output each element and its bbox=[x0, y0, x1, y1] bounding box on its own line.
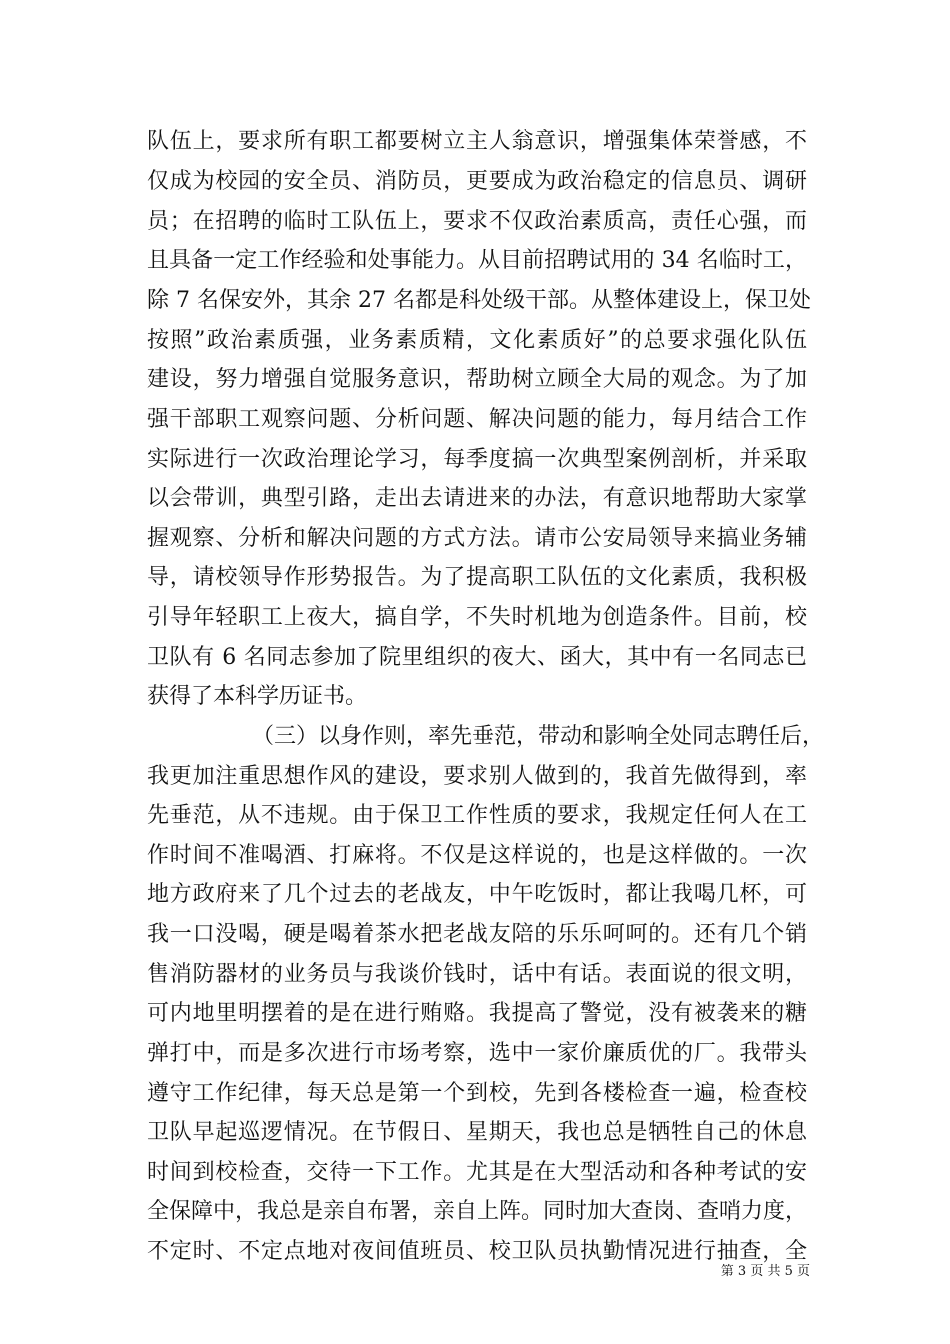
page-footer: 第 3 页 共 5 页 bbox=[720, 1264, 810, 1279]
section-heading-3: （三）以身作则，率先垂范，带动和影响全处同志聘任后， bbox=[252, 724, 825, 749]
text-line-4: 且具备一定工作经验和处事能力。从目前招聘试用的 34 名临时工， bbox=[147, 248, 807, 273]
text-line-1: 队伍上，要求所有职工都要树立主人翁意识，增强集体荣誉感，不 bbox=[147, 129, 807, 154]
text-line-21: 我一口没喝，硬是喝着茶水把老战友陪的乐乐呵呵的。还有几个销 bbox=[147, 922, 807, 947]
text-line-7: 建设，努力增强自觉服务意识，帮助树立顾全大局的观念。为了加 bbox=[147, 367, 807, 392]
text-line-26: 卫队早起巡逻情况。在节假日、星期天，我也总是牺牲自己的休息 bbox=[147, 1120, 807, 1145]
text-line-24: 弹打中，而是多次进行市场考察，选中一家价廉质优的厂。我带头 bbox=[147, 1041, 807, 1066]
text-line-29: 不定时、不定点地对夜间值班员、校卫队员执勤情况进行抽查，全 bbox=[147, 1239, 807, 1264]
text-line-12: 导，请校领导作形势报告。为了提高职工队伍的文化素质，我积极 bbox=[147, 565, 807, 590]
text-line-11: 握观察、分析和解决问题的方式方法。请市公安局领导来搞业务辅 bbox=[147, 526, 807, 551]
text-line-10: 以会带训，典型引路，走出去请进来的办法，有意识地帮助大家掌 bbox=[147, 486, 807, 511]
text-line-3: 员；在招聘的临时工队伍上，要求不仅政治素质高，责任心强，而 bbox=[147, 209, 807, 234]
text-line-9: 实际进行一次政治理论学习，每季度搞一次典型案例剖析，并采取 bbox=[147, 447, 807, 472]
text-line-2: 仅成为校园的安全员、消防员，更要成为政治稳定的信息员、调研 bbox=[147, 169, 807, 194]
text-line-15: 获得了本科学历证书。 bbox=[147, 684, 368, 709]
text-line-18: 先垂范，从不违规。由于保卫工作性质的要求，我规定任何人在工 bbox=[147, 803, 807, 828]
text-line-5: 除 7 名保安外，其余 27 名都是科处级干部。从整体建设上，保卫处 bbox=[147, 288, 811, 313]
text-line-17: 我更加注重思想作风的建设，要求别人做到的，我首先做得到，率 bbox=[147, 764, 807, 789]
text-line-25: 遵守工作纪律，每天总是第一个到校，先到各楼检查一遍，检查校 bbox=[147, 1081, 807, 1106]
text-line-20: 地方政府来了几个过去的老战友，中午吃饭时，都让我喝几杯，可 bbox=[147, 882, 807, 907]
text-line-13: 引导年轻职工上夜大，搞自学，不失时机地为创造条件。目前，校 bbox=[147, 605, 807, 630]
text-line-27: 时间到校检查，交待一下工作。尤其是在大型活动和各种考试的安 bbox=[147, 1160, 807, 1185]
text-line-19: 作时间不准喝酒、打麻将。不仅是这样说的，也是这样做的。一次 bbox=[147, 843, 807, 868]
text-line-6: 按照”政治素质强，业务素质精，文化素质好”的总要求强化队伍 bbox=[147, 328, 807, 353]
text-line-28: 全保障中，我总是亲自布署，亲自上阵。同时加大查岗、查哨力度， bbox=[147, 1199, 808, 1224]
text-line-23: 可内地里明摆着的是在进行贿赂。我提高了警觉，没有被袭来的糖 bbox=[147, 1001, 807, 1026]
text-line-22: 售消防器材的业务员与我谈价钱时，话中有话。表面说的很文明， bbox=[147, 962, 807, 987]
text-line-8: 强干部职工观察问题、分析问题、解决问题的能力，每月结合工作 bbox=[147, 407, 807, 432]
text-line-14: 卫队有 6 名同志参加了院里组织的夜大、函大，其中有一名同志已 bbox=[147, 645, 807, 670]
